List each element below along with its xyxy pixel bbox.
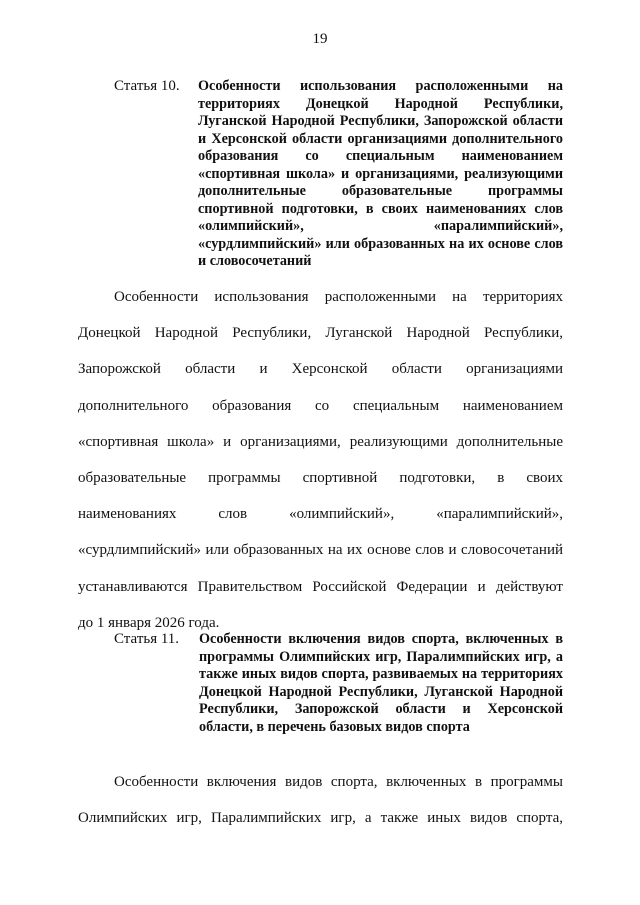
body-line: устанавливаются Правительством Российской Федерации и действуют — [78, 578, 563, 595]
article-11-title: Особенности включения видов спорта, включенных в программы Олимпийских игр, Паралимпийских игр, а также иных видов спорта, развиваемых на территориях Донецкой Народной Республики, Луганской Народной Республики, Запорожской области и Херсонской области, в перечень базовых видов спорта — [199, 631, 563, 735]
article-10-body — [78, 279, 563, 641]
body-line: Олимпийских игр, Паралимпийских игр, а также иных видов спорта, — [78, 810, 563, 826]
body-line: Запорожской области и Херсонской области организациями — [78, 361, 563, 378]
body-line: Донецкой Народной Республики, Луганской Народной Республики, — [78, 325, 563, 342]
body-line: «спортивная школа» и организациями, реализующими дополнительные — [78, 433, 563, 450]
article-10-label: Статья 10. — [114, 78, 180, 94]
body-line: дополнительного образования со специальным наименованием — [78, 397, 563, 414]
article-11-label: Статья 11. — [114, 631, 180, 647]
article-10-title: Особенности использования расположенными на территориях Донецкой Народной Республики, Луганской Народной Республики, Запорожской области и Херсонской области организациями дополнительного образования со специальным наименованием «спортивная школа» и организациями, реализующими дополнительные образовательные программы спортивной подготовки, в своих наименованиях слов «олимпийский», «паралимпийский», «сурдлимпийский» или образованных на их основе слов и словосочетаний — [198, 78, 563, 269]
page-number: 19 — [312, 31, 328, 47]
body-line: Особенности использования расположенными на территориях — [114, 289, 563, 305]
article-11-body — [78, 764, 563, 836]
body-line: до 1 января 2026 года. — [78, 614, 220, 631]
body-line: наименованиях слов «олимпийский», «паралимпийский», — [78, 506, 563, 523]
body-line: образовательные программы спортивной подготовки, в своих — [78, 470, 563, 487]
body-line: Особенности включения видов спорта, включенных в программы — [114, 774, 563, 790]
body-line: «сурдлимпийский» или образованных на их основе слов и словосочетаний — [78, 542, 563, 559]
